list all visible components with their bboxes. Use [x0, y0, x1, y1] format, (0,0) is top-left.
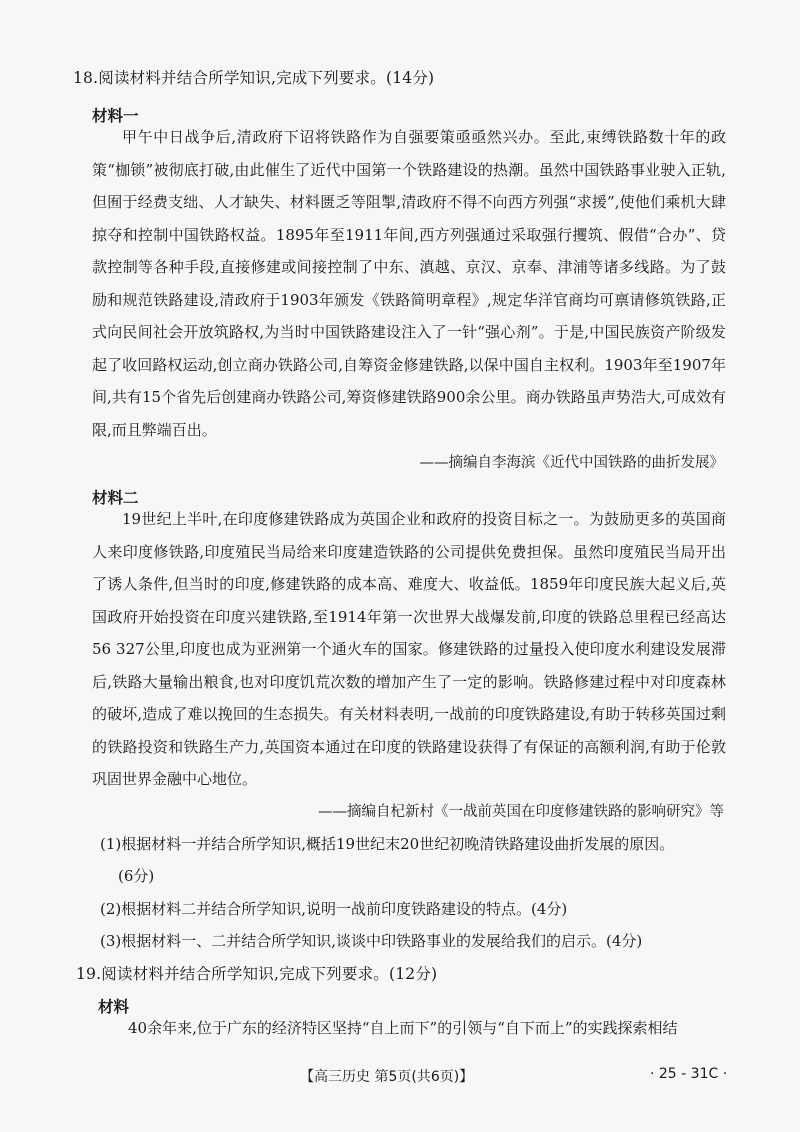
question-19-material-label: 材料	[98, 998, 130, 1016]
question-19-paragraph: 40余年来,位于广东的经济特区坚持“自上而下”的引领与“自下而上”的实践探索相结	[128, 1019, 678, 1037]
question-18-heading: 18.阅读材料并结合所学知识,完成下列要求。(14分)	[73, 69, 435, 87]
material-1-text	[92, 121, 726, 446]
material-2-text	[92, 503, 726, 796]
material-1-source: ——摘编自李海滨《近代中国铁路的曲折发展》	[419, 455, 724, 471]
material-2-source: ——摘编自杞新村《一战前英国在印度修建铁路的影响研究》等	[318, 804, 724, 820]
material-2-label: 材料二	[92, 489, 139, 507]
footer-code: · 25 - 31C ·	[650, 1066, 728, 1082]
material-1-label: 材料一	[92, 107, 139, 125]
question-18-sub-1-score: (6分)	[118, 867, 155, 885]
question-18-sub-1: (1)根据材料一并结合所学知识,概括19世纪末20世纪初晚清铁路建设曲折发展的原因。	[100, 835, 675, 853]
footer-page-info: 【高三历史 第5页(共6页)】	[300, 1069, 474, 1085]
material-2-paragraph: 19世纪上半叶,在印度修建铁路成为英国企业和政府的投资目标之一。为鼓励更多的英国商人来印度修铁路,印度殖民当局给来印度建造铁路的公司提供免费担保。虽然印度殖民当局开出了诱人条件,但当时的印度,修建铁路的成本高、难度大、收益低。1859年印度民族大起义后,英国政府开始投资在印度兴建铁路,至1914年第一次世界大战爆发前,印度的铁路总里程已经高达56 327公里,印度也成为亚洲第一个通火车的国家。修建铁路的过量投入使印度水利建设发展滞后,铁路大量输出粮食,也对印度饥荒次数的增加产生了一定的影响。铁路修建过程中对印度森林的破坏,造成了难以挽回的生态损失。有关材料表明,一战前的印度铁路建设,有助于转移英国过剩的铁路投资和铁路生产力,英国资本通过在印度的铁路建设获得了有保证的高额利润,有助于伦敦巩固世界金融中心地位。	[92, 510, 726, 788]
question-19-material-text	[98, 1012, 738, 1046]
material-1-paragraph: 甲午中日战争后,清政府下诏将铁路作为自强要策亟亟然兴办。至此,束缚铁路数十年的政策“枷锁”被彻底打破,由此催生了近代中国第一个铁路建设的热潮。虽然中国铁路事业驶入正轨,但囿于经费支绌、人才缺失、材料匮乏等阻掣,清政府不得不向西方列强“求援”,使他们乘机大肆掠夺和控制中国铁路权益。1895年至1911年间,西方列强通过采取强行攫筑、假借“合办”、贷款控制等各种手段,直接修建或间接控制了中东、滇越、京汉、京奉、津浦等诸多线路。为了鼓励和规范铁路建设,清政府于1903年颁发《铁路简明章程》,规定华洋官商均可禀请修筑铁路,正式向民间社会开放筑路权,为当时中国铁路建设注入了一针“强心剂”。于是,中国民族资产阶级发起了收回路权运动,创立商办铁路公司,自筹资金修建铁路,以保中国自主权利。1903年至1907年间,共有15个省先后创建商办铁路公司,筹资修建铁路900余公里。商办铁路虽声势浩大,可成效有限,而且弊端百出。	[92, 128, 726, 439]
question-18-sub-2: (2)根据材料二并结合所学知识,说明一战前印度铁路建设的特点。(4分)	[100, 900, 568, 918]
question-19-heading: 19.阅读材料并结合所学知识,完成下列要求。(12分)	[76, 965, 438, 983]
question-18-sub-3: (3)根据材料一、二并结合所学知识,谈谈中印铁路事业的发展给我们的启示。(4分)	[100, 932, 643, 950]
